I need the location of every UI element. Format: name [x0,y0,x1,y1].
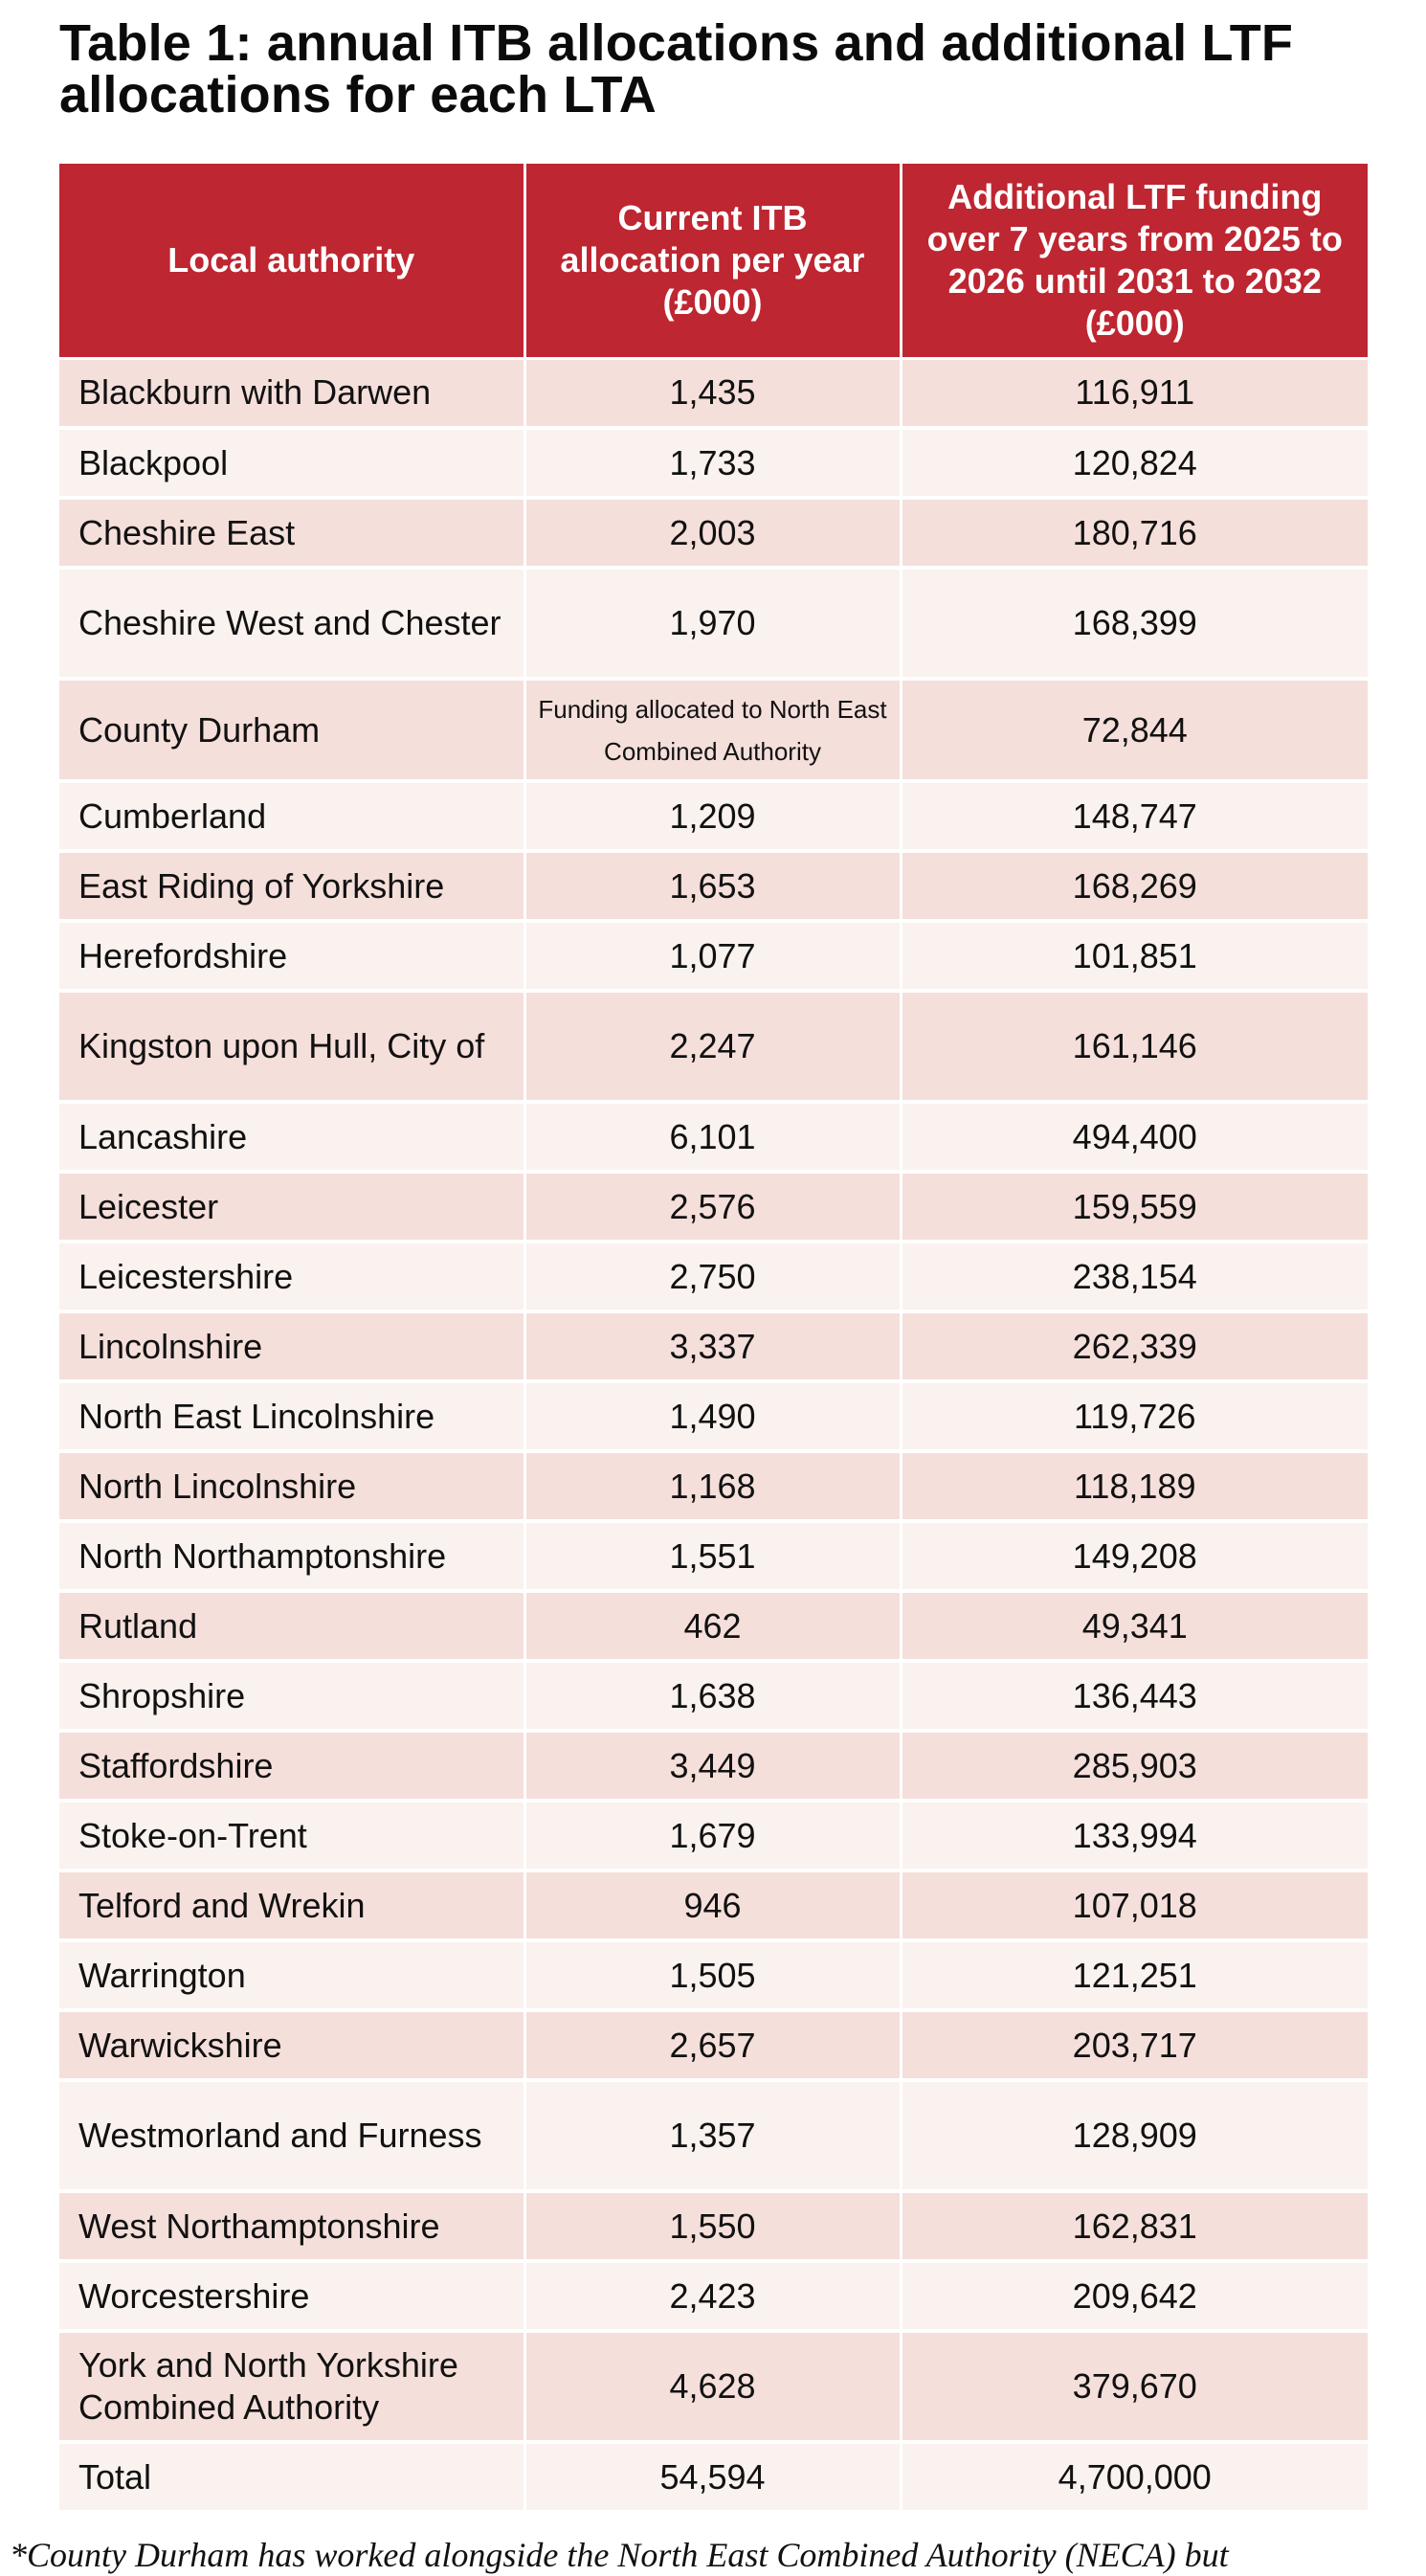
authority-cell: North East Lincolnshire [59,1381,524,1451]
authority-cell: North Lincolnshire [59,1451,524,1521]
authority-cell: Stoke-on-Trent [59,1801,524,1870]
table-row [59,1311,1368,1381]
table-row [59,991,1368,1102]
table-row [59,781,1368,851]
ltf-cell: 133,994 [901,1801,1368,1870]
ltf-cell: 101,851 [901,921,1368,991]
table-row [59,851,1368,921]
table-row [59,1102,1368,1172]
authority-cell: York and North Yorkshire Combined Authority [59,2331,524,2442]
itb-note-cell: Funding allocated to North East Combined Authority [524,679,901,781]
table-row [59,2080,1368,2191]
ltf-cell: 128,909 [901,2080,1368,2191]
ltf-cell: 159,559 [901,1172,1368,1242]
itb-cell: 1,551 [524,1521,901,1591]
ltf-cell: 379,670 [901,2331,1368,2442]
itb-cell: 2,750 [524,1242,901,1311]
ltf-cell: 136,443 [901,1661,1368,1731]
ltf-cell: 168,269 [901,851,1368,921]
authority-cell: County Durham [59,679,524,781]
allocations-table [59,164,1368,2514]
itb-cell: 946 [524,1870,901,1940]
itb-cell: 2,423 [524,2261,901,2331]
table-row [59,1591,1368,1661]
header-ltf-funding: Additional LTF funding over 7 years from 2025 to 2026 until 2031 to 2032 (£000) [901,164,1368,358]
total-itb-cell: 54,594 [524,2442,901,2512]
table-row [59,2010,1368,2080]
ltf-cell: 162,831 [901,2191,1368,2261]
itb-cell: 2,003 [524,498,901,568]
table-row [59,1451,1368,1521]
ltf-cell: 120,824 [901,428,1368,498]
authority-cell: Warwickshire [59,2010,524,2080]
itb-cell: 1,653 [524,851,901,921]
authority-cell: Warrington [59,1940,524,2010]
table-row [59,921,1368,991]
authority-cell: Kingston upon Hull, City of [59,991,524,1102]
ltf-cell: 494,400 [901,1102,1368,1172]
itb-cell: 2,576 [524,1172,901,1242]
authority-cell: West Northamptonshire [59,2191,524,2261]
footnote: *County Durham has worked alongside the North East Combined Authority (NECA) but [10,2536,1229,2574]
ltf-cell: 203,717 [901,2010,1368,2080]
itb-cell: 4,628 [524,2331,901,2442]
itb-cell: 462 [524,1591,901,1661]
total-label-cell: Total [59,2442,524,2512]
itb-cell: 1,679 [524,1801,901,1870]
itb-cell: 1,970 [524,568,901,679]
table-row [59,428,1368,498]
authority-cell: Blackpool [59,428,524,498]
total-ltf-cell: 4,700,000 [901,2442,1368,2512]
ltf-cell: 118,189 [901,1451,1368,1521]
authority-cell: Cumberland [59,781,524,851]
itb-cell: 1,505 [524,1940,901,2010]
ltf-cell: 116,911 [901,358,1368,428]
authority-cell: Rutland [59,1591,524,1661]
itb-cell: 3,449 [524,1731,901,1801]
authority-cell: East Riding of Yorkshire [59,851,524,921]
total-row [59,2442,1368,2512]
ltf-cell: 180,716 [901,498,1368,568]
authority-cell: Shropshire [59,1661,524,1731]
itb-cell: 6,101 [524,1102,901,1172]
ltf-cell: 107,018 [901,1870,1368,1940]
ltf-cell: 72,844 [901,679,1368,781]
authority-cell: Telford and Wrekin [59,1870,524,1940]
itb-cell: 1,550 [524,2191,901,2261]
header-itb-allocation: Current ITB allocation per year (£000) [524,164,901,358]
table-row [59,679,1368,781]
table-row [59,498,1368,568]
itb-cell: 1,357 [524,2080,901,2191]
table-row [59,1940,1368,2010]
table-row [59,568,1368,679]
authority-cell: Herefordshire [59,921,524,991]
header-local-authority: Local authority [59,164,524,358]
ltf-cell: 238,154 [901,1242,1368,1311]
itb-cell: 1,435 [524,358,901,428]
ltf-cell: 148,747 [901,781,1368,851]
table-row [59,1242,1368,1311]
ltf-cell: 285,903 [901,1731,1368,1801]
ltf-cell: 119,726 [901,1381,1368,1451]
authority-cell: Westmorland and Furness [59,2080,524,2191]
authority-cell: North Northamptonshire [59,1521,524,1591]
authority-cell: Lincolnshire [59,1311,524,1381]
authority-cell: Worcestershire [59,2261,524,2331]
table-row [59,2191,1368,2261]
authority-cell: Leicestershire [59,1242,524,1311]
table-row [59,1661,1368,1731]
table-row [59,2261,1368,2331]
table-row [59,1521,1368,1591]
authority-cell: Lancashire [59,1102,524,1172]
ltf-cell: 161,146 [901,991,1368,1102]
ltf-cell: 262,339 [901,1311,1368,1381]
table-row [59,1870,1368,1940]
ltf-cell: 149,208 [901,1521,1368,1591]
itb-cell: 2,247 [524,991,901,1102]
ltf-cell: 49,341 [901,1591,1368,1661]
table-header-row [59,164,1368,358]
itb-cell: 1,638 [524,1661,901,1731]
table-row [59,1381,1368,1451]
table-row [59,2331,1368,2442]
itb-cell: 2,657 [524,2010,901,2080]
table-row [59,1172,1368,1242]
table-row [59,1801,1368,1870]
itb-cell: 1,209 [524,781,901,851]
itb-cell: 1,490 [524,1381,901,1451]
itb-cell: 1,733 [524,428,901,498]
itb-cell: 1,077 [524,921,901,991]
ltf-cell: 168,399 [901,568,1368,679]
authority-cell: Staffordshire [59,1731,524,1801]
authority-cell: Cheshire East [59,498,524,568]
table-row [59,1731,1368,1801]
ltf-cell: 209,642 [901,2261,1368,2331]
authority-cell: Cheshire West and Chester [59,568,524,679]
itb-cell: 3,337 [524,1311,901,1381]
page-title: Table 1: annual ITB allocations and additional LTF allocations for each LTA [59,14,1294,123]
authority-cell: Blackburn with Darwen [59,358,524,428]
ltf-cell: 121,251 [901,1940,1368,2010]
table-row [59,358,1368,428]
authority-cell: Leicester [59,1172,524,1242]
itb-cell: 1,168 [524,1451,901,1521]
